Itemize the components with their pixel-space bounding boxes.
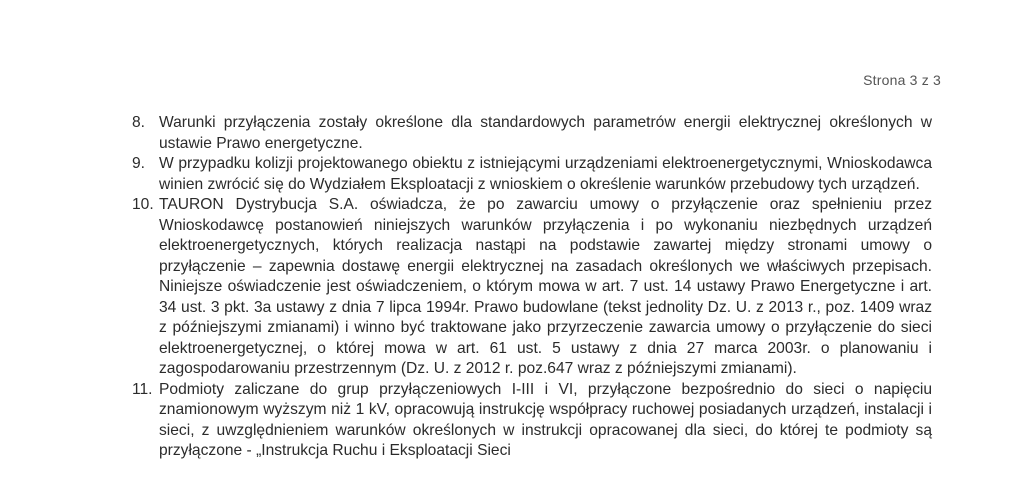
- list-item: [132, 154, 932, 195]
- page-number: Strona 3 z 3: [863, 72, 941, 88]
- list-item-number: 9.: [132, 155, 146, 172]
- list-item: [132, 380, 932, 462]
- conditions-list: [132, 113, 932, 462]
- list-item: [132, 113, 932, 154]
- list-item-text: W przypadku kolizji projektowanego obiektu z istniejącymi urządzeniami elektroenergetycznymi, Wnioskodawca winien zwrócić się do Wydziałem Eksploatacji z wnioskiem o określenie warunków przebudowy tych urządzeń.: [159, 155, 932, 193]
- list-item-number: 8.: [132, 114, 146, 131]
- list-item-text: Warunki przyłączenia zostały określone dla standardowych parametrów energii elektrycznej określonych w ustawie Prawo energetyczne.: [159, 114, 932, 152]
- list-item-text: Podmioty zaliczane do grup przyłączeniowych I-III i VI, przyłączone bezpośrednio do sieci o napięciu znamionowym wyższym niż 1 kV, opracowują instrukcję współpracy ruchowej posiadanych urządzeń, instalacji i sieci, z uwzględnieniem warunków określonych w instrukcji opracowanej dla sieci, do której te podmioty są przyłączone - „Instrukcja Ruchu i Eksploatacji Sieci: [159, 380, 932, 459]
- list-item-number: 11.: [132, 380, 153, 398]
- list-item-number: 10.: [132, 196, 154, 213]
- list-item: [132, 195, 932, 380]
- list-item-text: TAURON Dystrybucja S.A. oświadcza, że po zawarciu umowy o przyłączenie oraz spełnieniu przez Wnioskodawcę postanowień niniejszych warunków przyłączenia i po wykonaniu niezbędnych urządzeń elektroenergetycznych, których realizacja nastąpi na podstawie zawartej między stronami umowy o przyłączenie – zapewnia dostawę energii elektrycznej na zasadach określonych we właściwych przepisach. Niniejsze oświadczenie jest oświadczeniem, o którym mowa w art. 7 ust. 14 ustawy Prawo Energetyczne i art. 34 ust. 3 pkt. 3a ustawy z dnia 7 lipca 1994r. Prawo budowlane (tekst jednolity Dz. U. z 2013 r., poz. 1409 wraz z późniejszymi zmianami) i winno być traktowane jako przyrzeczenie zawarcia umowy o przyłączenie do sieci elektroenergetycznej, o której mowa w art. 61 ust. 5 ustawy z dnia 27 marca 2003r. o planowaniu i zagospodarowaniu przestrzennym (Dz. U. z 2012 r. poz.647 wraz z późniejszymi zmianami).: [159, 196, 932, 377]
